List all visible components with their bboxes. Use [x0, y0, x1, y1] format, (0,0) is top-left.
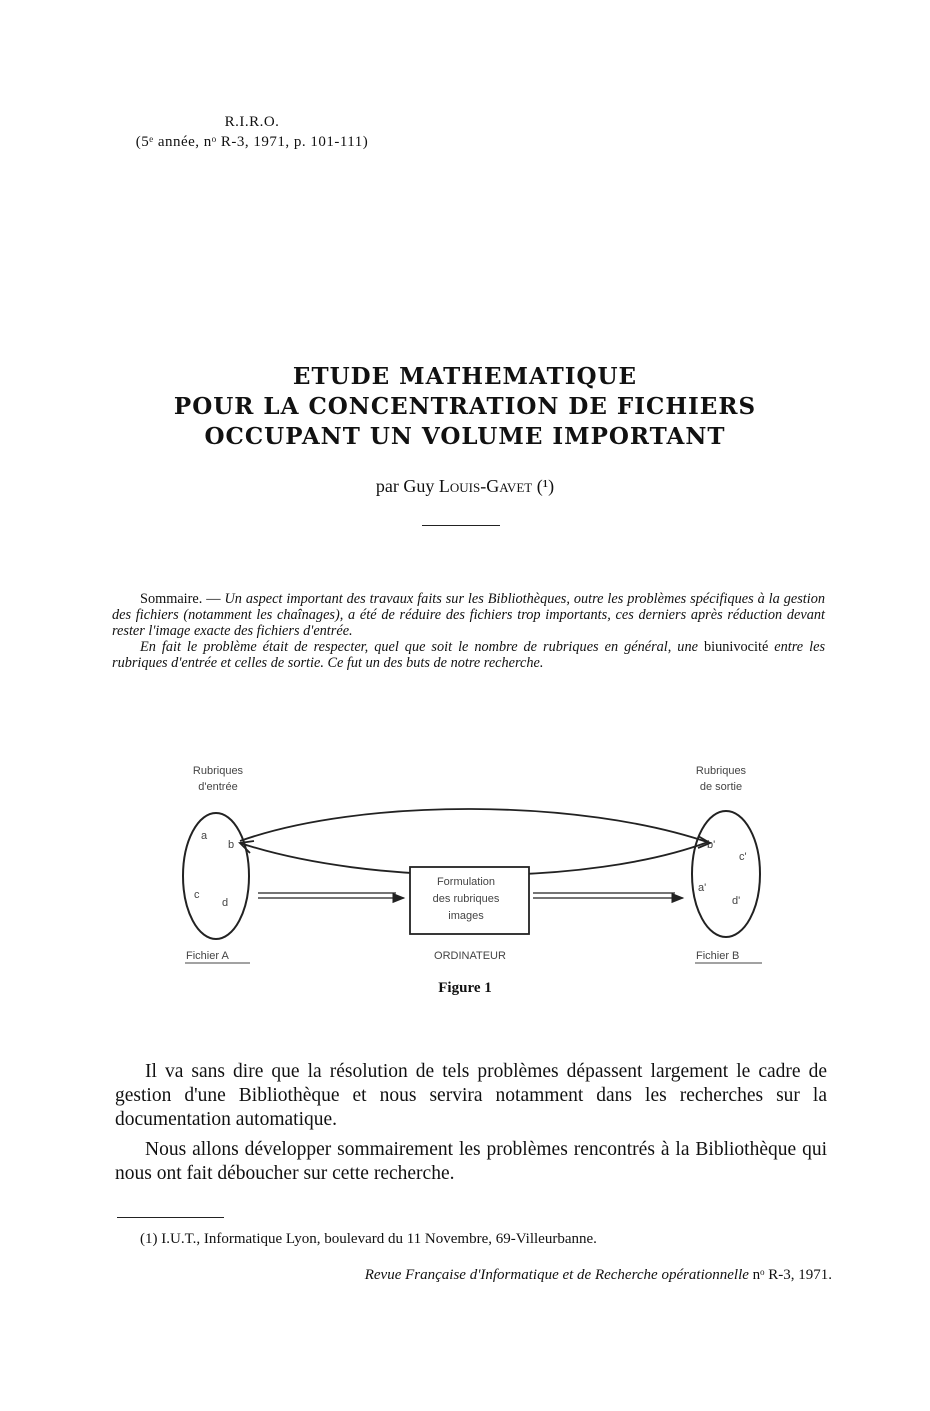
box-text-line-3: images — [448, 910, 484, 922]
abstract-paragraph-1 — [112, 591, 825, 639]
label-fichier-b: Fichier B — [696, 950, 740, 962]
left-item-d: d — [222, 897, 229, 909]
issue-reference: (5ᵉ année, nᵒ R-3, 1971, p. 101-111) — [135, 134, 369, 150]
title-line-3: OCCUPANT UN VOLUME IMPORTANT — [204, 423, 726, 450]
body-paragraph-1: Il va sans dire que la résolution de tels problèmes dépassent largement le cadre de gestion d'une Bibliothèque et nous servira notamment dans les recherches sur la documentation automatique. — [115, 1061, 827, 1130]
title-separator — [422, 525, 500, 526]
journal-abbrev: R.I.R.O. — [224, 114, 280, 130]
abstract — [112, 591, 825, 671]
left-item-c: c — [194, 889, 200, 901]
right-item-d: d' — [732, 895, 741, 907]
abstract-text-1: Un aspect important des travaux faits sur les Bibliothèques, outre les problèmes spécifiques à la gestion des fichiers (notamment les chaînages), a été de réduire des fichiers trop importants, ces derniers après réduction devant rester l'image exacte des fichiers d'entrée. — [112, 591, 825, 639]
label-rubriques-sortie-2: de sortie — [699, 781, 743, 793]
left-item-b: b — [228, 839, 235, 851]
body-paragraph-2: Nous allons développer sommairement les problèmes rencontrés à la Bibliothèque qui nous ont fait déboucher sur cette recherche. — [115, 1139, 827, 1184]
abstract-text-2a: En fait le problème était de respecter, quel que soit le nombre de rubriques en général, une — [140, 639, 698, 655]
abstract-label: Sommaire. — — [140, 591, 221, 607]
author-footnote-mark: (¹) — [536, 476, 555, 496]
figure-caption: Figure 1 — [438, 980, 492, 996]
right-item-a: a' — [698, 882, 707, 894]
left-item-a: a — [201, 830, 208, 842]
mapping-curve-top — [240, 809, 710, 843]
label-rubriques-sortie-1: Rubriques — [695, 765, 747, 777]
file-b-ellipse — [692, 811, 760, 937]
footer-journal-name: Revue Française d'Informatique et de Recherche opérationnelle — [364, 1267, 749, 1283]
author-line — [0, 476, 930, 497]
author-prefix: par Guy — [375, 476, 435, 496]
abstract-word-biunivocite: biunivocité — [703, 639, 769, 655]
author-name: Louis-Gavet — [438, 476, 533, 496]
right-item-c: c' — [739, 851, 747, 863]
right-item-b: b' — [707, 839, 716, 851]
label-rubriques-entree-1: Rubriques — [192, 765, 244, 777]
title-line-1: ETUDE MATHEMATIQUE — [292, 363, 638, 390]
figure-diagram — [0, 750, 930, 975]
footnote-rule — [117, 1217, 224, 1218]
body-text — [115, 1060, 827, 1186]
box-text-line-2: des rubriques — [432, 893, 500, 905]
footnote: (1) I.U.T., Informatique Lyon, boulevard du 11 Novembre, 69-Villeurbanne. — [140, 1231, 597, 1247]
file-a-ellipse — [183, 813, 249, 939]
label-ordinateur: ORDINATEUR — [434, 950, 506, 962]
abstract-text-2b: entre les rubriques d'entrée et celles de sortie. Ce fut un des buts de notre recherche. — [112, 639, 826, 671]
page-footer — [365, 1267, 832, 1284]
title-line-2: POUR LA CONCENTRATION DE FICHIERS — [173, 393, 757, 420]
label-fichier-a: Fichier A — [186, 950, 229, 962]
abstract-paragraph-2 — [112, 639, 825, 671]
label-rubriques-entree-2: d'entrée — [198, 781, 238, 793]
footer-issue: nᵒ R-3, 1971. — [752, 1267, 832, 1283]
box-text-line-1: Formulation — [436, 876, 496, 888]
